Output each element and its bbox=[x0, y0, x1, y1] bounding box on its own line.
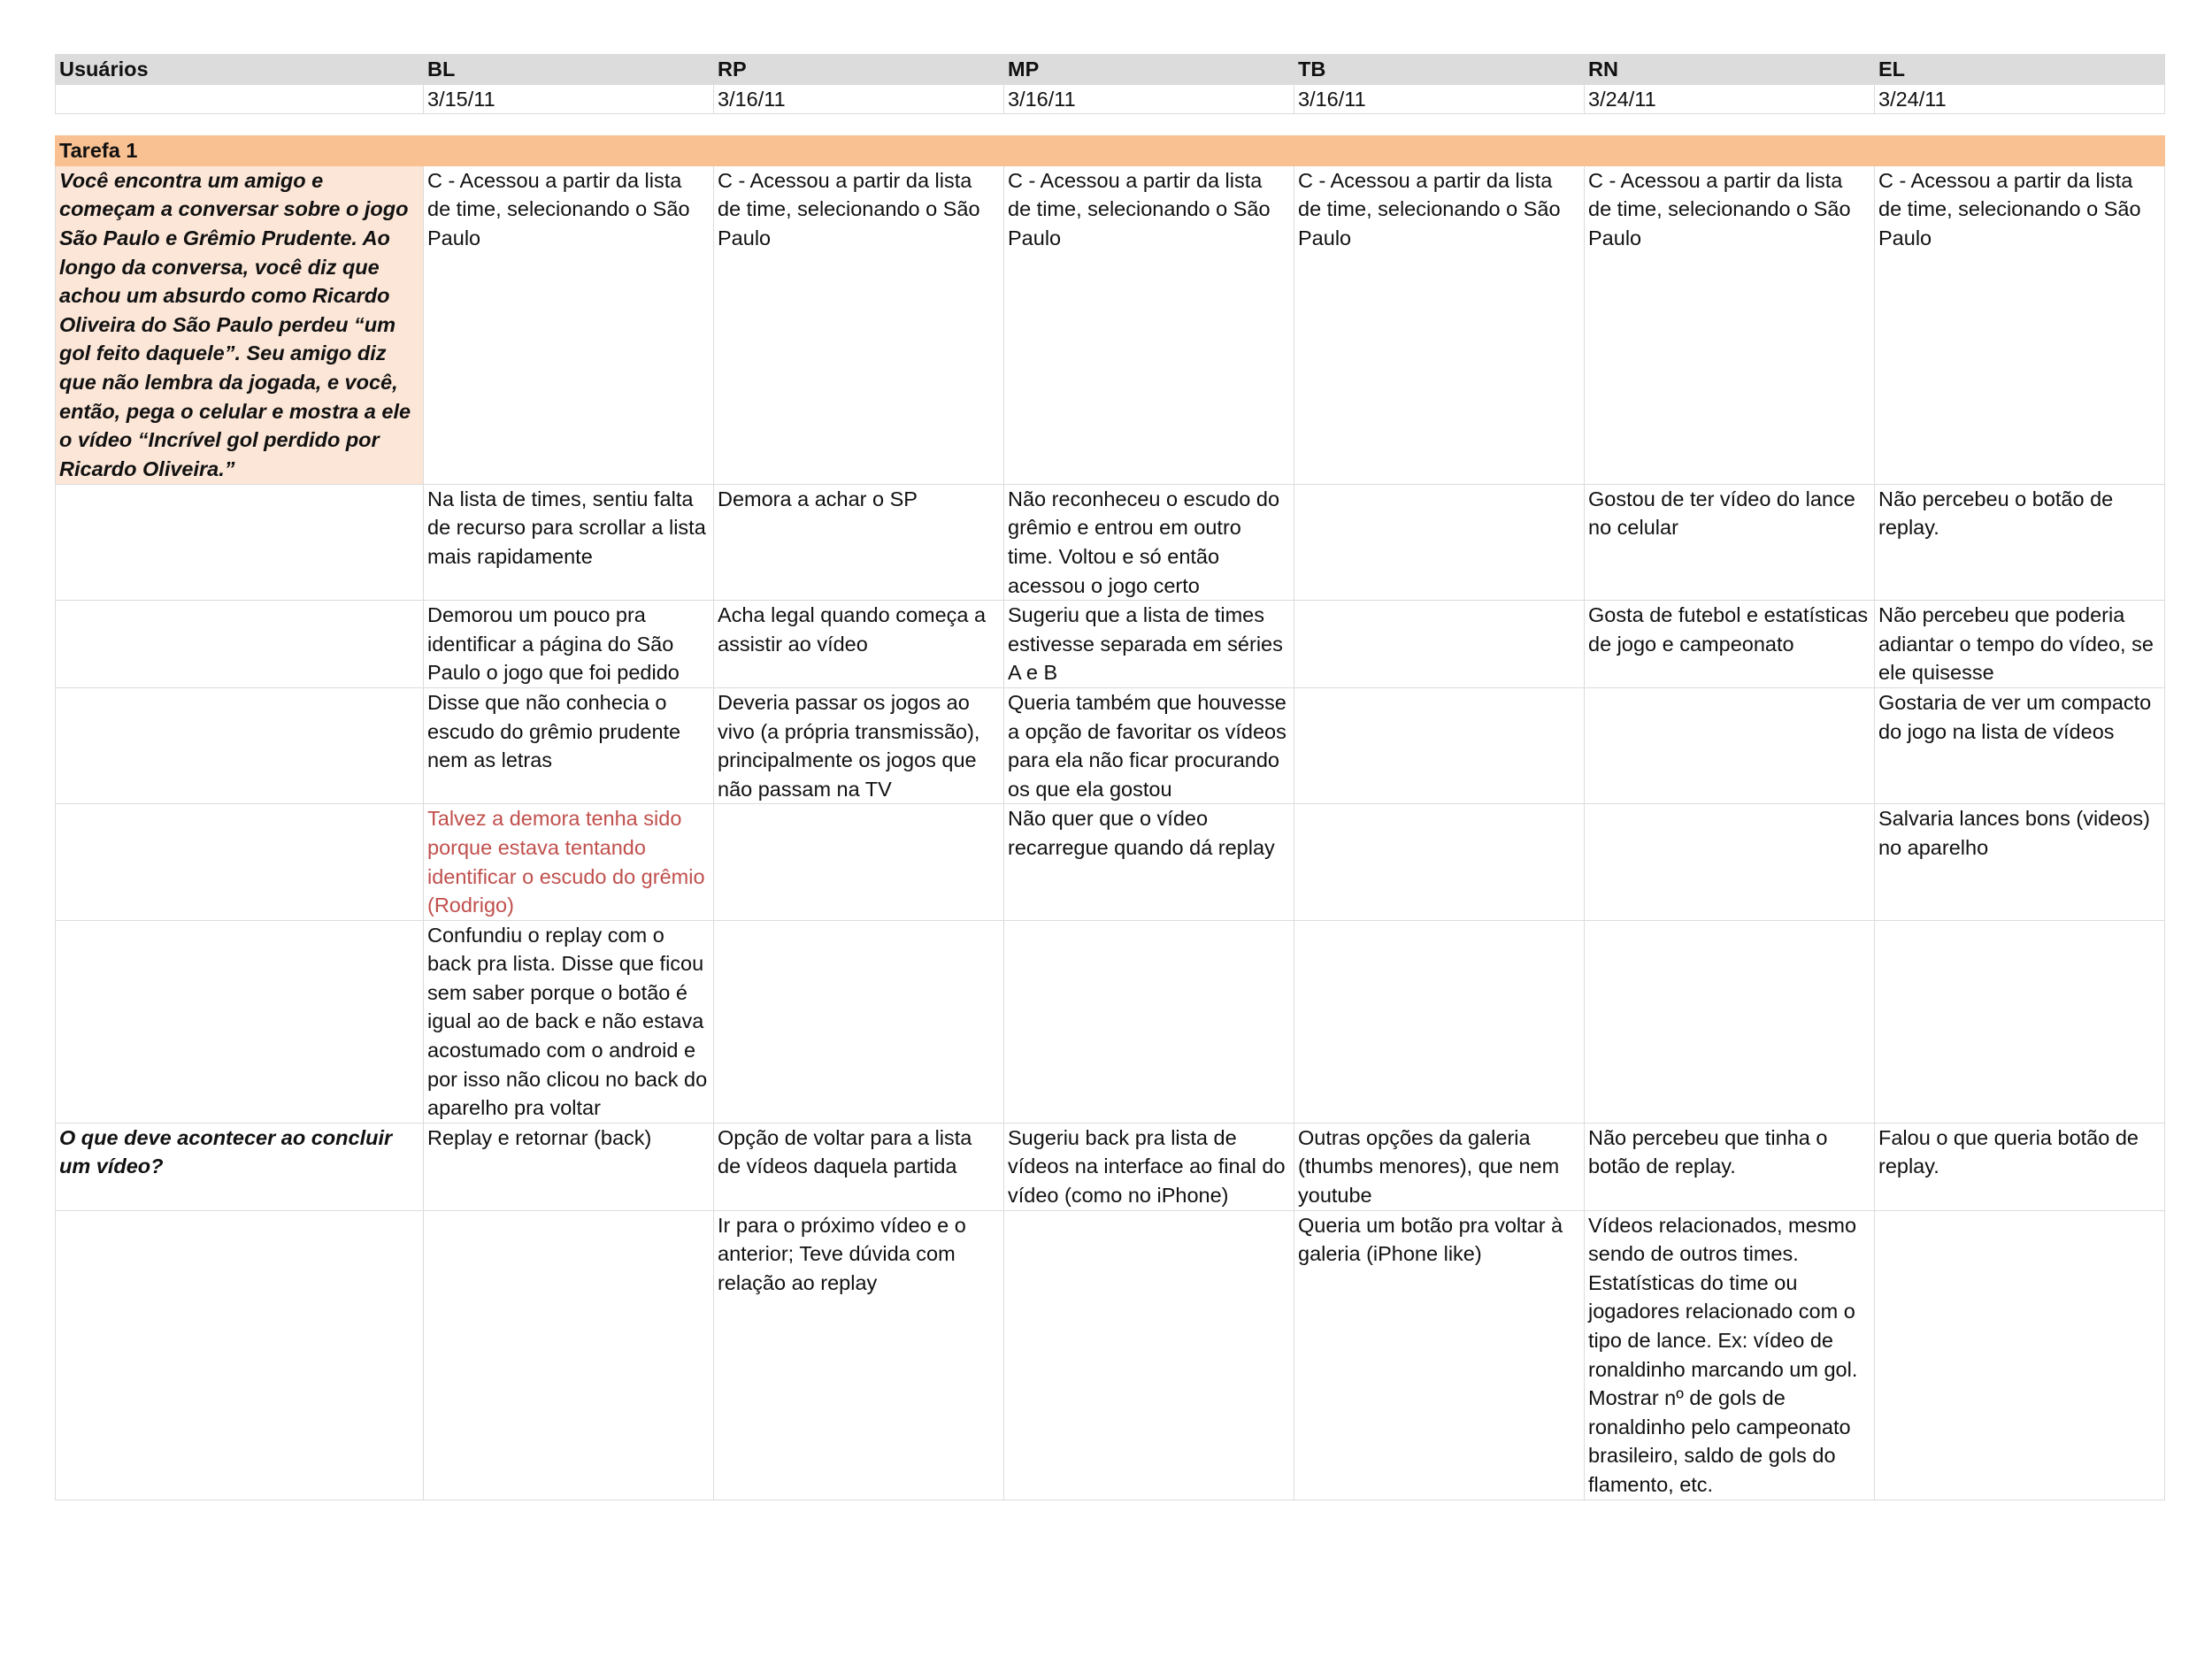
observation-cell[interactable]: Demorou um pouco pra identificar a página do São Paulo o jogo que foi pedido bbox=[424, 601, 714, 688]
date-cell[interactable]: 3/16/11 bbox=[1294, 84, 1585, 114]
observation-cell[interactable] bbox=[714, 920, 1004, 1123]
observation-cell[interactable] bbox=[1585, 687, 1875, 803]
users-label[interactable]: Usuários bbox=[56, 55, 424, 85]
spreadsheet bbox=[55, 54, 2164, 1500]
task-title-row bbox=[56, 136, 2165, 166]
result-cell[interactable]: C - Acessou a partir da lista de time, selecionando o São Paulo bbox=[424, 165, 714, 484]
answer-cell[interactable] bbox=[424, 1210, 714, 1500]
dates-label-cell[interactable] bbox=[56, 84, 424, 114]
observation-cell[interactable]: Não percebeu o botão de replay. bbox=[1875, 484, 2165, 600]
row-label-cell[interactable] bbox=[56, 920, 424, 1123]
users-header-row bbox=[56, 55, 2165, 85]
row-label-cell[interactable] bbox=[56, 804, 424, 920]
observation-cell[interactable]: Queria também que houvesse a opção de favoritar os vídeos para ela não ficar procurando os que ela gostou bbox=[1004, 687, 1294, 803]
date-cell[interactable]: 3/24/11 bbox=[1875, 84, 2165, 114]
answer-cell[interactable]: Ir para o próximo vídeo e o anterior; Teve dúvida com relação ao replay bbox=[714, 1210, 1004, 1500]
result-cell[interactable]: C - Acessou a partir da lista de time, selecionando o São Paulo bbox=[1875, 165, 2165, 484]
user-header-rn[interactable]: RN bbox=[1585, 55, 1875, 85]
answer-cell[interactable]: Outras opções da galeria (thumbs menores), que nem youtube bbox=[1294, 1123, 1585, 1210]
result-cell[interactable]: C - Acessou a partir da lista de time, selecionando o São Paulo bbox=[1294, 165, 1585, 484]
observation-cell[interactable] bbox=[1294, 804, 1585, 920]
row-label-cell[interactable] bbox=[56, 687, 424, 803]
observation-cell[interactable] bbox=[714, 804, 1004, 920]
answer-cell[interactable]: Queria um botão pra voltar à galeria (iPhone like) bbox=[1294, 1210, 1585, 1500]
task-title[interactable]: Tarefa 1 bbox=[56, 136, 2165, 166]
red-comment-cell[interactable]: Talvez a demora tenha sido porque estava tentando identificar o escudo do grêmio (Rodrigo) bbox=[424, 804, 714, 920]
observation-cell[interactable]: Não quer que o vídeo recarregue quando dá replay bbox=[1004, 804, 1294, 920]
dates-row bbox=[56, 84, 2165, 114]
question-extra-row bbox=[56, 1210, 2165, 1500]
user-header-tb[interactable]: TB bbox=[1294, 55, 1585, 85]
usability-test-table bbox=[55, 54, 2165, 1500]
observation-row bbox=[56, 484, 2165, 600]
observation-cell[interactable]: Gosta de futebol e estatísticas de jogo e campeonato bbox=[1585, 601, 1875, 688]
answer-cell[interactable]: Vídeos relacionados, mesmo sendo de outros times. Estatísticas do time ou jogadores relacionado com o tipo de lance. Ex: vídeo de ronaldinho marcando um gol. Mostrar nº de gols de ronaldinho pelo campeonato brasileiro, saldo de gols do flamento, etc. bbox=[1585, 1210, 1875, 1500]
observation-cell[interactable]: Sugeriu que a lista de times estivesse separada em séries A e B bbox=[1004, 601, 1294, 688]
observation-cell[interactable] bbox=[1294, 484, 1585, 600]
observation-cell[interactable] bbox=[1585, 804, 1875, 920]
observation-cell[interactable]: Na lista de times, sentiu falta de recurso para scrollar a lista mais rapidamente bbox=[424, 484, 714, 600]
observation-cell[interactable]: Não percebeu que poderia adiantar o tempo do vídeo, se ele quisesse bbox=[1875, 601, 2165, 688]
row-label-cell[interactable] bbox=[56, 484, 424, 600]
observation-cell[interactable]: Não reconheceu o escudo do grêmio e entrou em outro time. Voltou e só então acessou o jogo certo bbox=[1004, 484, 1294, 600]
observation-cell[interactable]: Salvaria lances bons (videos) no aparelho bbox=[1875, 804, 2165, 920]
result-cell[interactable]: C - Acessou a partir da lista de time, selecionando o São Paulo bbox=[1004, 165, 1294, 484]
observation-row bbox=[56, 687, 2165, 803]
answer-cell[interactable]: Falou o que queria botão de replay. bbox=[1875, 1123, 2165, 1210]
answer-cell[interactable] bbox=[1004, 1210, 1294, 1500]
user-header-bl[interactable]: BL bbox=[424, 55, 714, 85]
observation-cell[interactable]: Gostou de ter vídeo do lance no celular bbox=[1585, 484, 1875, 600]
observation-cell[interactable] bbox=[1294, 920, 1585, 1123]
observation-cell[interactable]: Acha legal quando começa a assistir ao vídeo bbox=[714, 601, 1004, 688]
user-header-mp[interactable]: MP bbox=[1004, 55, 1294, 85]
observation-cell[interactable] bbox=[1585, 920, 1875, 1123]
result-cell[interactable]: C - Acessou a partir da lista de time, selecionando o São Paulo bbox=[714, 165, 1004, 484]
observation-cell[interactable]: Gostaria de ver um compacto do jogo na lista de vídeos bbox=[1875, 687, 2165, 803]
question-row bbox=[56, 1123, 2165, 1210]
observation-cell[interactable] bbox=[1004, 920, 1294, 1123]
observation-row bbox=[56, 601, 2165, 688]
date-cell[interactable]: 3/15/11 bbox=[424, 84, 714, 114]
date-cell[interactable]: 3/16/11 bbox=[714, 84, 1004, 114]
result-cell[interactable]: C - Acessou a partir da lista de time, selecionando o São Paulo bbox=[1585, 165, 1875, 484]
date-cell[interactable]: 3/24/11 bbox=[1585, 84, 1875, 114]
observation-cell[interactable] bbox=[1294, 687, 1585, 803]
row-label-cell[interactable] bbox=[56, 601, 424, 688]
observation-cell[interactable]: Confundiu o replay com o back pra lista. Disse que ficou sem saber porque o botão é igual ao de back e não estava acostumado com o android e por isso não clicou no back do aparelho pra voltar bbox=[424, 920, 714, 1123]
task-scenario-row bbox=[56, 165, 2165, 484]
date-cell[interactable]: 3/16/11 bbox=[1004, 84, 1294, 114]
question-label[interactable]: O que deve acontecer ao concluir um vídeo? bbox=[56, 1123, 424, 1210]
answer-cell[interactable] bbox=[1875, 1210, 2165, 1500]
observation-cell[interactable] bbox=[1294, 601, 1585, 688]
user-header-rp[interactable]: RP bbox=[714, 55, 1004, 85]
row-label-cell[interactable] bbox=[56, 1210, 424, 1500]
task-scenario[interactable]: Você encontra um amigo e começam a conversar sobre o jogo São Paulo e Grêmio Prudente. Ao longo da conversa, você diz que achou um absurdo como Ricardo Oliveira do São Paulo perdeu “um gol feito daquele”. Seu amigo diz que não lembra da jogada, e você, então, pega o celular e mostra a ele o vídeo “Incrível gol perdido por Ricardo Oliveira.” bbox=[56, 165, 424, 484]
observation-cell[interactable]: Demora a achar o SP bbox=[714, 484, 1004, 600]
spacer-row bbox=[56, 114, 2165, 136]
answer-cell[interactable]: Não percebeu que tinha o botão de replay. bbox=[1585, 1123, 1875, 1210]
answer-cell[interactable]: Opção de voltar para a lista de vídeos daquela partida bbox=[714, 1123, 1004, 1210]
spacer-cell bbox=[56, 114, 2165, 136]
observation-cell[interactable] bbox=[1875, 920, 2165, 1123]
answer-cell[interactable]: Replay e retornar (back) bbox=[424, 1123, 714, 1210]
answer-cell[interactable]: Sugeriu back pra lista de vídeos na interface ao final do vídeo (como no iPhone) bbox=[1004, 1123, 1294, 1210]
observation-row bbox=[56, 920, 2165, 1123]
observation-cell[interactable]: Disse que não conhecia o escudo do grêmio prudente nem as letras bbox=[424, 687, 714, 803]
user-header-el[interactable]: EL bbox=[1875, 55, 2165, 85]
observation-row bbox=[56, 804, 2165, 920]
observation-cell[interactable]: Deveria passar os jogos ao vivo (a própria transmissão), principalmente os jogos que não passam na TV bbox=[714, 687, 1004, 803]
